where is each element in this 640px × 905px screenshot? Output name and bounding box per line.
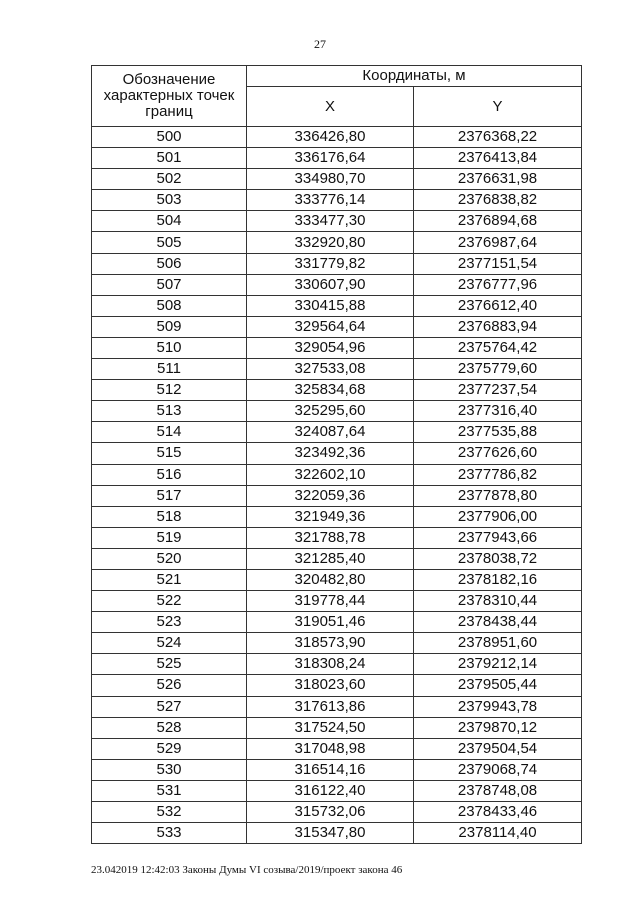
table-row [92, 190, 582, 211]
table-row [92, 759, 582, 780]
point-number: 515 [92, 443, 247, 464]
coord-x: 320482,80 [247, 569, 414, 590]
point-number: 522 [92, 591, 247, 612]
point-number: 527 [92, 696, 247, 717]
coord-x: 321788,78 [247, 527, 414, 548]
coord-x: 316514,16 [247, 759, 414, 780]
coord-x: 316122,40 [247, 780, 414, 801]
coord-y: 2378310,44 [414, 591, 582, 612]
coord-y: 2376612,40 [414, 295, 582, 316]
table-row [92, 359, 582, 380]
table-row [92, 612, 582, 633]
table-row [92, 654, 582, 675]
table-row [92, 569, 582, 590]
point-number: 514 [92, 422, 247, 443]
point-number: 509 [92, 316, 247, 337]
coord-y: 2379504,54 [414, 738, 582, 759]
point-number: 521 [92, 569, 247, 590]
table-row [92, 548, 582, 569]
point-number: 525 [92, 654, 247, 675]
coord-x: 319778,44 [247, 591, 414, 612]
point-number: 517 [92, 485, 247, 506]
coordinates-table [91, 65, 582, 844]
table-row [92, 380, 582, 401]
coord-x: 333776,14 [247, 190, 414, 211]
point-number: 504 [92, 211, 247, 232]
coord-y: 2377316,40 [414, 401, 582, 422]
coord-x: 332920,80 [247, 232, 414, 253]
table-row [92, 485, 582, 506]
coord-y: 2377878,80 [414, 485, 582, 506]
table-row [92, 464, 582, 485]
coord-x: 318023,60 [247, 675, 414, 696]
point-number: 511 [92, 359, 247, 380]
point-number: 529 [92, 738, 247, 759]
coord-x: 318308,24 [247, 654, 414, 675]
table-row [92, 717, 582, 738]
coord-y: 2378433,46 [414, 802, 582, 823]
header-coordinates: Координаты, м [247, 66, 582, 87]
coord-x: 319051,46 [247, 612, 414, 633]
coord-x: 329054,96 [247, 337, 414, 358]
coord-x: 336176,64 [247, 148, 414, 169]
point-number: 528 [92, 717, 247, 738]
table-row [92, 232, 582, 253]
coord-x: 323492,36 [247, 443, 414, 464]
point-number: 533 [92, 823, 247, 844]
footer-text: 23.042019 12:42:03 Законы Думы VI созыва/2019/проект закона 46 [91, 864, 403, 876]
coord-y: 2377151,54 [414, 253, 582, 274]
coord-x: 333477,30 [247, 211, 414, 232]
table-row [92, 295, 582, 316]
coord-x: 318573,90 [247, 633, 414, 654]
point-number: 516 [92, 464, 247, 485]
coord-y: 2378038,72 [414, 548, 582, 569]
table-row [92, 443, 582, 464]
table-row [92, 527, 582, 548]
coord-y: 2378951,60 [414, 633, 582, 654]
coord-x: 322602,10 [247, 464, 414, 485]
point-number: 520 [92, 548, 247, 569]
point-number: 531 [92, 780, 247, 801]
point-number: 507 [92, 274, 247, 295]
table-row [92, 738, 582, 759]
table-row [92, 696, 582, 717]
point-number: 532 [92, 802, 247, 823]
coord-y: 2376631,98 [414, 169, 582, 190]
table-row [92, 148, 582, 169]
coord-y: 2379870,12 [414, 717, 582, 738]
table-row [92, 802, 582, 823]
coord-y: 2376883,94 [414, 316, 582, 337]
coord-x: 334980,70 [247, 169, 414, 190]
point-number: 518 [92, 506, 247, 527]
coord-x: 330607,90 [247, 274, 414, 295]
coord-y: 2376413,84 [414, 148, 582, 169]
header-y: Y [414, 87, 582, 127]
coord-y: 2378438,44 [414, 612, 582, 633]
coord-y: 2375764,42 [414, 337, 582, 358]
page-number: 27 [314, 37, 326, 51]
coord-y: 2377535,88 [414, 422, 582, 443]
coord-x: 317524,50 [247, 717, 414, 738]
point-number: 523 [92, 612, 247, 633]
coord-x: 321949,36 [247, 506, 414, 527]
point-number: 512 [92, 380, 247, 401]
coord-y: 2376777,96 [414, 274, 582, 295]
table-row [92, 401, 582, 422]
coord-y: 2376894,68 [414, 211, 582, 232]
point-number: 503 [92, 190, 247, 211]
coord-y: 2376987,64 [414, 232, 582, 253]
point-number: 510 [92, 337, 247, 358]
point-number: 519 [92, 527, 247, 548]
table-row [92, 675, 582, 696]
table-row [92, 337, 582, 358]
coord-x: 322059,36 [247, 485, 414, 506]
coord-x: 324087,64 [247, 422, 414, 443]
coord-y: 2379212,14 [414, 654, 582, 675]
coord-y: 2377237,54 [414, 380, 582, 401]
coord-x: 315347,80 [247, 823, 414, 844]
point-number: 506 [92, 253, 247, 274]
coord-x: 321285,40 [247, 548, 414, 569]
point-number: 502 [92, 169, 247, 190]
table-row [92, 169, 582, 190]
point-number: 501 [92, 148, 247, 169]
point-number: 508 [92, 295, 247, 316]
coord-x: 329564,64 [247, 316, 414, 337]
coord-x: 317613,86 [247, 696, 414, 717]
coord-y: 2378748,08 [414, 780, 582, 801]
table-row [92, 127, 582, 148]
coord-y: 2377906,00 [414, 506, 582, 527]
coord-y: 2377786,82 [414, 464, 582, 485]
coord-x: 325834,68 [247, 380, 414, 401]
coord-y: 2379068,74 [414, 759, 582, 780]
coord-x: 315732,06 [247, 802, 414, 823]
table-row [92, 316, 582, 337]
coord-x: 325295,60 [247, 401, 414, 422]
coord-y: 2379943,78 [414, 696, 582, 717]
point-number: 526 [92, 675, 247, 696]
coord-x: 336426,80 [247, 127, 414, 148]
table-row [92, 506, 582, 527]
coord-y: 2379505,44 [414, 675, 582, 696]
coord-x: 331779,82 [247, 253, 414, 274]
table-row [92, 591, 582, 612]
coord-y: 2378182,16 [414, 569, 582, 590]
coord-y: 2378114,40 [414, 823, 582, 844]
coord-y: 2377943,66 [414, 527, 582, 548]
table-body [92, 127, 582, 844]
point-number: 524 [92, 633, 247, 654]
coord-y: 2375779,60 [414, 359, 582, 380]
table-row [92, 823, 582, 844]
coord-y: 2377626,60 [414, 443, 582, 464]
coord-x: 330415,88 [247, 295, 414, 316]
header-x: X [247, 87, 414, 127]
point-number: 505 [92, 232, 247, 253]
coord-x: 327533,08 [247, 359, 414, 380]
coord-x: 317048,98 [247, 738, 414, 759]
table-row [92, 211, 582, 232]
point-number: 513 [92, 401, 247, 422]
point-number: 530 [92, 759, 247, 780]
point-number: 500 [92, 127, 247, 148]
coord-y: 2376838,82 [414, 190, 582, 211]
table-row [92, 633, 582, 654]
table-row [92, 780, 582, 801]
header-designation: Обозначение характерных точек границ [92, 66, 247, 127]
table-row [92, 274, 582, 295]
table-row [92, 253, 582, 274]
coord-y: 2376368,22 [414, 127, 582, 148]
table-row [92, 422, 582, 443]
